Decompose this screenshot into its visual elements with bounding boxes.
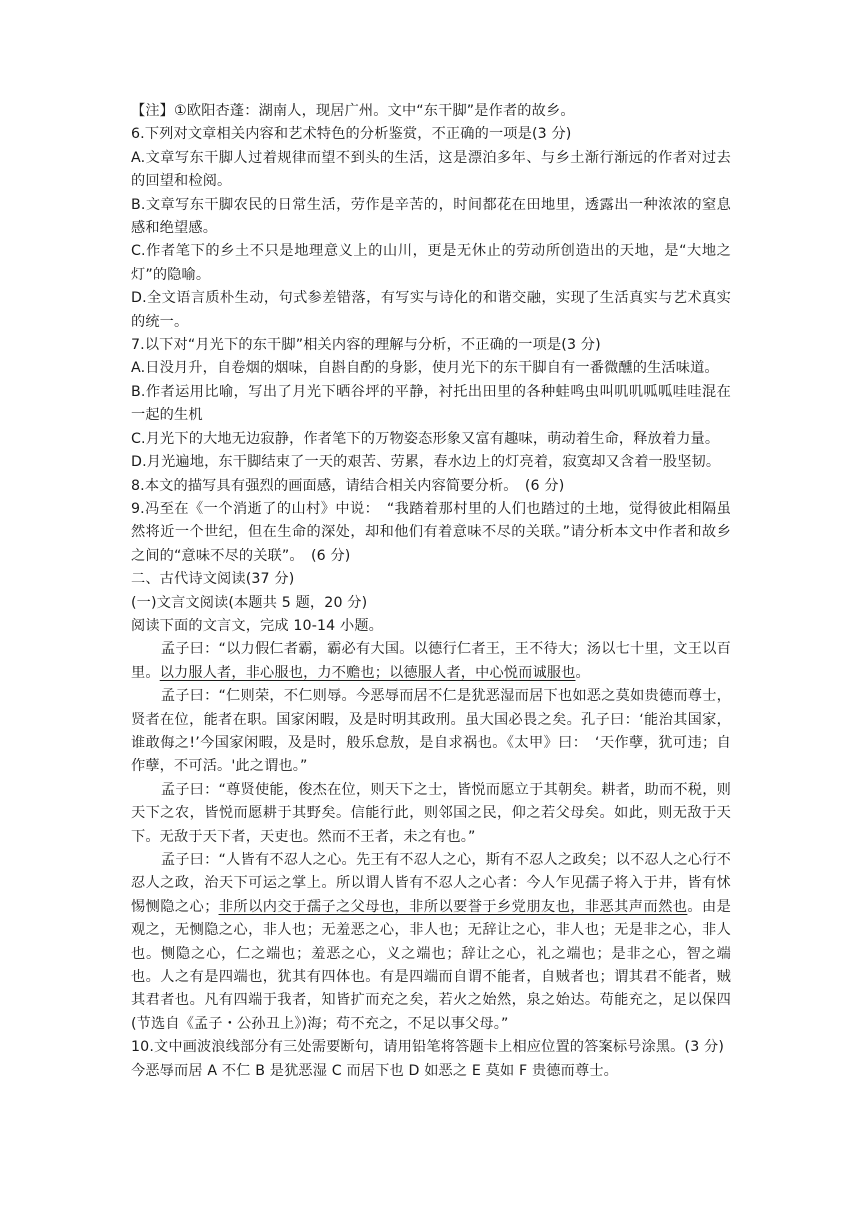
question-7-option-c: C.月光下的大地无边寂静，作者笔下的万物姿态形象又富有趣味，萌动着生命，释放着力量。 bbox=[131, 430, 720, 447]
paragraph-4-tail: 。由是观之，无恻隐之心，非人也；无羞恶之心，非人也；无辞让之心，非人也；无是非之心，非人也。恻隐之心，仁之端也；羞恶之心，义之端也；辞让之心，礼之端也；是非之心，智之端也。人之有是四端也，犹其有四体也。有是四端而自谓不能者，自贼者也；谓其君不能者，贼其君者也。凡有四端于我者，知皆扩而充之矣，若火之始然，泉之始达。苟能充之，足以保四(节选自《孟子・公孙丑上》)海；苟不充之，不足以事父母。” bbox=[131, 898, 731, 1032]
reading-instruction: 阅读下面的文言文，完成 10-14 小题。 bbox=[131, 617, 384, 634]
subsection-heading: (一)文言文阅读(本题共 5 题，20 分) bbox=[131, 594, 368, 611]
question-6-option-b: B.文章写东干脚农民的日常生活，劳作是辛苦的，时间都花在田地里，透露出一种浓浓的窒息感和绝望感。 bbox=[131, 196, 731, 237]
question-10-options: 今恶辱而居 A 不仁 B 是犹恶湿 C 而居下也 D 如恶之 E 莫如 F 贵德而尊士。 bbox=[131, 1062, 618, 1079]
paragraph-1-underlined: 以力服人者，非心服也，力不赡也；以德服人者，中心悦而诚服也 bbox=[159, 664, 576, 681]
question-6-option-a: A.文章写东干脚人过着规律而望不到头的生活，这是漂泊多年、与乡土渐行渐远的作者对过去的回望和检阅。 bbox=[131, 149, 731, 190]
question-7-option-b: B.作者运用比喻，写出了月光下晒谷坪的平静，衬托出田里的各种蛙鸣虫叫叽叽呱呱哇哇混在一起的生机 bbox=[131, 383, 731, 424]
question-10-stem: 10.文中画波浪线部分有三处需要断句，请用铅笔将答题卡上相应位置的答案标号涂黑。(3 分) bbox=[131, 1039, 725, 1056]
classical-paragraph-4 bbox=[131, 849, 731, 1036]
classical-paragraph-3: 孟子曰：“尊贤使能，俊杰在位，则天下之士，皆悦而愿立于其朝矣。耕者，助而不税，则天下之农，皆悦而愿耕于其野矣。信能行此，则邻国之民，仰之若父母矣。如此，则无敌于天下。无敌于天下者，天吏也。然而不王者，未之有也。” bbox=[131, 781, 731, 845]
question-6-option-c: C.作者笔下的乡土不只是地理意义上的山川，更是无休止的劳动所创造出的天地，是“大地之灯”的隐喻。 bbox=[131, 243, 731, 283]
section-heading: 二、古代诗文阅读(37 分) bbox=[131, 571, 295, 588]
document-body bbox=[131, 100, 731, 1083]
question-6-stem: 6.下列对文章相关内容和艺术特色的分析鉴赏，不正确的一项是(3 分) bbox=[131, 126, 572, 143]
paragraph-4-text: 孟子曰：“人皆有不忍人之心。先王有不忍人之心，斯有不忍人之政矣；以不忍人之心行不忍人之政，治天下可运之掌上。所以谓人皆有不忍人之心者：今人乍见孺子将入于井，皆有怵惕恻隐之心； bbox=[131, 852, 731, 915]
paragraph-1-tail: 。 bbox=[575, 664, 590, 681]
footnote: 【注】①欧阳杏蓬：湖南人，现居广州。文中“东干脚”是作者的故乡。 bbox=[131, 103, 575, 119]
paragraph-4-underlined: 非所以内交于孺子之父母也，非所以要誉于乡党朋友也，非恶其声而然也 bbox=[218, 898, 688, 915]
question-7-option-d: D.月光遍地，东干脚结束了一天的艰苦、劳累，春水边上的灯亮着，寂寞却又含着一股坚韧。 bbox=[131, 454, 721, 471]
classical-paragraph-2: 孟子曰：“仁则荣，不仁则辱。今恶辱而居不仁是犹恶湿而居下也如恶之莫如贵德而尊士，贤者在位，能者在职。国家闲暇，及是时明其政刑。虽大国必畏之矣。孔子曰：‘能治其国家，谁敢侮之!’今国家闲暇，及是时，般乐怠敖，是自求祸也。《太甲》曰： ‘天作孽，犹可违；自作孽，不可活。'此之谓也。” bbox=[131, 688, 731, 775]
question-7-stem: 7.以下对“月光下的东干脚”相关内容的理解与分析，不正确的一项是(3 分) bbox=[131, 337, 601, 354]
question-7-option-a: A.日没月升，自卷烟的烟味，自斟自酌的身影，使月光下的东干脚自有一番微醺的生活味道。 bbox=[131, 360, 719, 377]
question-6-option-d: D.全文语言质朴生动，句式参差错落，有写实与诗化的和谐交融，实现了生活真实与艺术真实的统一。 bbox=[131, 290, 731, 330]
paragraph-1-text: 孟子曰：“以力假仁者霸，霸必有大国。以德行仁者王，王不待大；汤以七十里，文王以百里。 bbox=[131, 641, 731, 681]
classical-paragraph-1 bbox=[131, 638, 731, 685]
question-8: 8.本文的描写具有强烈的画面感，请结合相关内容简要分析。 (6 分) bbox=[131, 477, 565, 494]
question-9: 9.冯至在《一个消逝了的山村》中说： “我踏着那村里的人们也踏过的土地，觉得彼此相隔虽然将近一个世纪，但在生命的深处，却和他们有着意味不尽的关联。”请分析本文中作者和故乡之间的“意味不尽的关联”。 (6 分) bbox=[131, 500, 731, 564]
